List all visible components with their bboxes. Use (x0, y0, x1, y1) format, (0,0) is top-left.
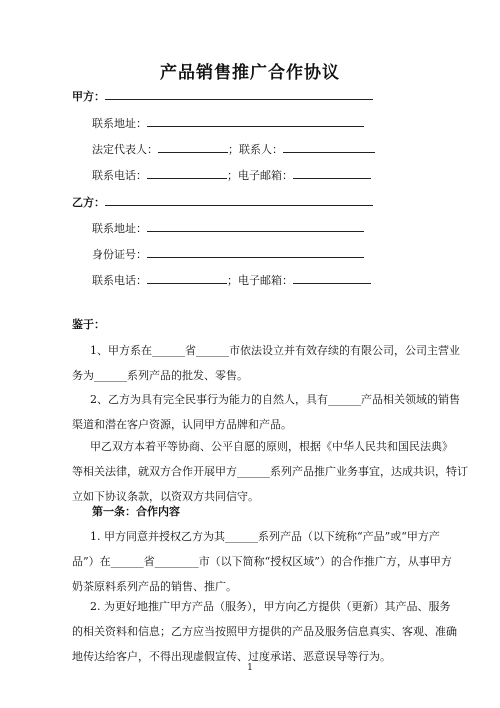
party-a-rep-blank (158, 141, 228, 153)
party-b-phone-blank (147, 272, 227, 284)
paragraph-line: 1. 甲方同意并授权乙方为其______系列产品（以下统称“产品”或“甲方产 (90, 530, 440, 543)
party-a-phone-label: 联系电话： (92, 169, 147, 182)
whereas-paragraph-1 (72, 338, 460, 388)
whereas-heading: 鉴于： (72, 318, 105, 331)
paragraph-line: 立如下协议条款，以资双方共同信守。 (72, 490, 259, 503)
party-a-phone-line (92, 167, 371, 183)
paragraph-line: 甲乙双方本着平等协商、公平自愿的原则，根据《中华人民共和国民法典》 (90, 440, 453, 453)
party-b-email-blank (293, 272, 371, 284)
party-a-address-line (92, 115, 364, 131)
paragraph-line: 奶茶原料系列产品的销售、推广。 (72, 580, 237, 593)
paragraph-line: 等相关法律，就双方合作开展甲方______系列产品推广业务事宜，达成共识，特订 (72, 465, 468, 478)
party-a-email-blank (293, 167, 371, 179)
party-a-line (72, 88, 373, 104)
party-a-blank (105, 88, 373, 100)
article-1-heading: 第一条：合作内容 (92, 505, 180, 518)
paragraph-line: 务为______系列产品的批发、零售。 (72, 369, 248, 382)
paragraph-line: 2、乙方为具有完全民事行为能力的自然人，具有______产品相关领域的销售 (90, 393, 460, 406)
party-a-rep-line (92, 141, 375, 157)
paragraph-line: 品”）在______省________市（以下简称“授权区域”）的合作推广方，从事甲方 (72, 555, 452, 568)
party-a-contact-blank (283, 141, 375, 153)
party-b-line (72, 194, 373, 210)
document-title: 产品销售推广合作协议 (160, 63, 340, 83)
paragraph-line: 地传达给客户，不得出现虚假宣传、过度承诺、恶意误导等行为。 (72, 650, 391, 663)
party-b-label: 乙方： (72, 196, 105, 209)
party-a-contact-label: ；联系人： (228, 143, 283, 156)
paragraph-line: 渠道和潜在客户资源，认同甲方品牌和产品。 (72, 418, 292, 431)
party-a-address-label: 联系地址： (92, 117, 147, 130)
article-1-paragraph-1 (72, 524, 452, 599)
party-b-blank (105, 194, 373, 206)
party-b-email-label: ；电子邮箱： (227, 274, 293, 287)
paragraph-line: 的相关资料和信息；乙方应当按照甲方提供的产品及服务信息真实、客观、准确 (72, 625, 457, 638)
party-a-rep-label: 法定代表人： (92, 143, 158, 156)
party-a-phone-blank (147, 167, 227, 179)
page-number: 1 (247, 663, 253, 673)
party-b-address-blank (147, 220, 364, 232)
party-b-address-line (92, 220, 364, 236)
party-b-address-label: 联系地址： (92, 222, 147, 235)
paragraph-line: 2. 为更好地推广甲方产品（服务），甲方向乙方提供（更新）其产品、服务 (90, 600, 451, 613)
party-b-id-blank (147, 246, 364, 258)
party-a-email-label: ；电子邮箱： (227, 169, 293, 182)
party-b-phone-line (92, 272, 371, 288)
whereas-paragraph-3 (72, 434, 468, 509)
party-b-phone-label: 联系电话： (92, 274, 147, 287)
party-a-label: 甲方： (72, 90, 105, 103)
article-1-paragraph-2 (72, 594, 457, 669)
party-b-id-line (92, 246, 364, 262)
whereas-paragraph-2 (72, 387, 460, 437)
paragraph-line: 1、甲方系在______省______市依法设立并有效存续的有限公司，公司主营业 (90, 344, 460, 357)
party-a-address-blank (147, 115, 364, 127)
party-b-id-label: 身份证号： (92, 248, 147, 261)
